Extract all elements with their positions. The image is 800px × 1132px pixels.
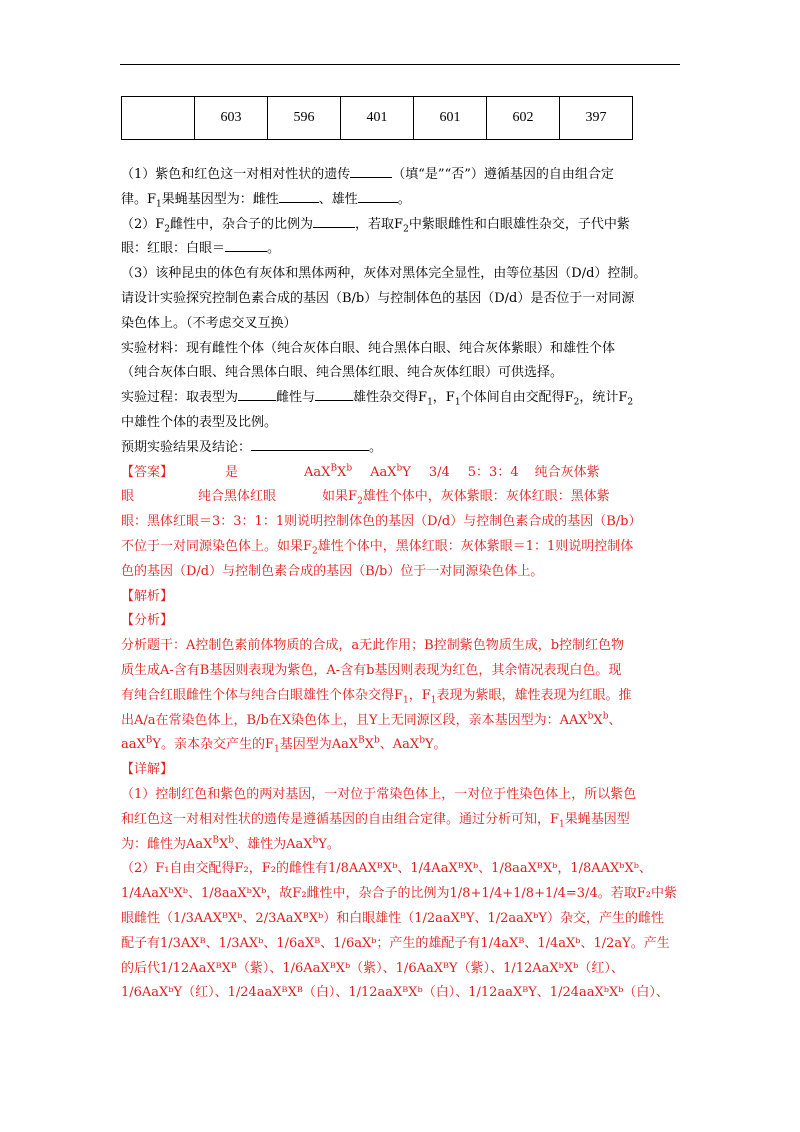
q2-text: 眼：红眼：白眼＝ [121, 241, 226, 257]
top-rule [120, 64, 680, 65]
answer-text: 雄性个体中，黑体红眼：灰体紫眼＝1：1则说明控制体 [317, 538, 634, 554]
q3-line: （3）该种昆虫的体色有灰体和黑体两种，灰体对黑体完全显性，由等位基因（D/d）控制。 [121, 266, 647, 282]
xiangjie-tag: 【详解】 [121, 762, 174, 778]
subscript: 2 [357, 496, 363, 507]
q2-text: 。 [267, 241, 281, 257]
subscript: 1 [454, 397, 461, 408]
q1-text: 果蝇基因型为：雌性 [161, 191, 279, 207]
answer-blank [358, 190, 398, 203]
q3-procedure [121, 386, 683, 411]
q1-text: （1）紫色和红色这一对相对性状的遗传 [121, 167, 351, 182]
answer-value: 是 [225, 464, 239, 480]
subscript: 2 [164, 224, 171, 235]
answer-blank [279, 190, 319, 203]
q2-text: 雌性中，杂合子的比例为 [170, 216, 314, 232]
table-cell: 397 [560, 97, 633, 140]
question-2 [121, 213, 683, 238]
xiangjie-line: 1/4AaXᵇXᵇ、1/8aaXᵇXᵇ，故F₂雌性中，杂合子的比例为1/8+1/4+1/8+1/4=3/4。若取F₂中紫 [121, 886, 677, 902]
table-cell: 401 [341, 97, 414, 140]
q3-text: 雄性杂交得F [353, 390, 428, 406]
subscript: 1 [156, 199, 162, 210]
answer-line [121, 461, 683, 486]
answer-line [121, 485, 683, 510]
answer-blank [238, 388, 276, 401]
q2-text: 中紫眼雌性和白眼雄性杂交，子代中紫 [408, 216, 630, 232]
q3-text: ，F [432, 390, 455, 406]
q1-text: 。 [397, 191, 411, 207]
fenxi-line: 有纯合红眼雌性个体与纯合白眼雄性个体杂交得$F_1$，$F_1$表现为紫眼，雄性表现为红眼。推 [121, 687, 632, 706]
answer-blank [350, 165, 392, 178]
q1-text: 、雄性 [318, 191, 358, 207]
q3-line: （纯合灰体白眼、纯合黑体白眼、纯合黑体红眼、纯合灰体红眼）可供选择。 [121, 365, 564, 381]
answer-value: $AaX^BX^b$ [304, 463, 353, 480]
xiangjie-line: 眼雌性（1/3AAXᴮXᵇ、2/3AaXᴮXᵇ）和白眼雄性（1/2aaXᴮY、1/2aaXᵇY）杂交，产生的雌性 [121, 910, 664, 926]
subscript: 2 [403, 224, 409, 235]
q3-text: 预期实验结果及结论： [121, 439, 252, 455]
xiangjie-line: （2）F₁自由交配得F₂，F₂的雌性有1/8AAXᴮXᵇ、1/4AaXᴮXᵇ、1/8aaXᴮXᵇ，1/8AAXᵇXᵇ、 [121, 861, 652, 877]
q2-text: ，若取F [355, 216, 404, 232]
answer-value: 纯合灰体紫 [534, 464, 600, 480]
data-table [121, 96, 633, 140]
answer-value: 5：3：4 [467, 464, 519, 480]
q3-line: 请设计实验探究控制色素合成的基因（B/b）与控制体色的基因（D/d）是否位于一对同源 [121, 290, 635, 306]
q3-expected [121, 436, 683, 461]
answer-blank [225, 239, 267, 252]
table-cell: 601 [414, 97, 487, 140]
q3-line: 中雄性个体的表型及比例。 [121, 414, 278, 430]
q2-text: （2）F [121, 216, 165, 232]
xiangjie-line: 为：雌性为$AaX^BX^b$、雄性为AaX$^b$Y。 [121, 835, 340, 852]
answer-value: 纯合黑体红眼 [198, 489, 277, 505]
table-cell [122, 97, 195, 140]
subscript: 1 [427, 397, 433, 408]
q3-text: 雌性与 [276, 390, 316, 406]
table-cell: 602 [487, 97, 560, 140]
fenxi-line: 出A/a在常染色体上，B/b在X染色体上，且Y上无同源区段，亲本基因型为：$AAX^bX^b$、 [121, 711, 622, 728]
answer-blank [251, 438, 369, 451]
question-2-cont [121, 237, 683, 262]
answer-line [121, 535, 683, 560]
xiangjie-line: 和红色这一对相对性状的遗传是遵循基因的自由组合定律。通过分析可知，$F_1$果蝇基因型 [121, 811, 630, 830]
q3-line: 实验材料：现有雌性个体（纯合灰体白眼、纯合黑体白眼、纯合灰体紫眼）和雄性个体 [121, 340, 616, 356]
answer-text: 不位于一对同源染色体上。如果F [121, 538, 313, 554]
q1-text: 律。F [121, 191, 157, 207]
answer-blank [315, 388, 353, 401]
answer-text: 如果F [322, 489, 358, 505]
answer-value: 眼 [121, 489, 135, 505]
answer-section [121, 461, 683, 1007]
q3-text: ，统计F [579, 390, 628, 406]
xiangjie-line: （1）控制红色和紫色的两对基因，一对位于常染色体上，一对位于性染色体上，所以紫色 [121, 786, 637, 802]
q1-text: （填“是”“否”）遵循基因的自由组合定 [392, 167, 614, 182]
table-cell: 603 [195, 97, 268, 140]
answer-tag: 【答案】 [121, 464, 174, 480]
answer-value: AaX$^b$Y [370, 463, 411, 480]
q3-text: 个体间自由交配得F [460, 390, 574, 406]
xiangjie-line: 配子有1/3AXᴮ、1/3AXᵇ、1/6aXᴮ、1/6aXᵇ；产生的雄配子有1/4aXᴮ、1/4aXᵇ、1/2aY。产生 [121, 935, 670, 951]
fenxi-line: aaX$^B$Y。亲本杂交产生的$F_1$基因型为$AaX^BX^b$、AaX$^b$Y。 [121, 736, 447, 755]
subscript: 2 [312, 546, 318, 557]
fenxi-tag: 【分析】 [121, 613, 174, 629]
q3-text: 实验过程：取表型为 [121, 390, 239, 406]
xiangjie-line: 1/6AaXᵇY（红）、1/24aaXᴮXᴮ（白）、1/12aaXᴮXᵇ（白）、1/12aaXᴮY、1/24aaXᵇXᵇ（白）、 [121, 985, 669, 1001]
q3-text: 。 [369, 439, 383, 455]
answer-text: 雄性个体中，灰体紫眼：灰体红眼：黑体紫 [362, 489, 610, 505]
q3-line: 染色体上。（不考虑交叉互换） [121, 315, 297, 331]
table-cell: 596 [268, 97, 341, 140]
answer-value: 3/4 [428, 464, 450, 480]
document-body [121, 163, 683, 1006]
answer-line: 眼：黑体红眼＝3：3：1：1则说明控制体色的基因（D/d）与控制色素合成的基因（B/b） [121, 514, 642, 530]
analysis-tag: 【解析】 [121, 588, 174, 604]
subscript: 2 [627, 397, 634, 408]
question-1 [121, 163, 683, 188]
fenxi-line: 分析题干：A控制色素前体物质的合成，a无此作用；B控制紫色物质生成，b控制红色物 [121, 638, 625, 654]
xiangjie-line: 的后代1/12AaXᴮXᴮ（紫）、1/6AaXᴮXᵇ（紫）、1/6AaXᴮY（紫）、1/12AaXᵇXᵇ（红）、 [121, 960, 624, 976]
subscript: 2 [573, 397, 580, 408]
fenxi-line: 质生成A-含有B基因则表现为紫色，A-含有b基因则表现为红色，其余情况表现白色。现 [121, 662, 622, 678]
table-row [122, 97, 633, 140]
answer-blank [313, 215, 355, 228]
question-1-cont [121, 188, 683, 213]
answer-line: 色的基因（D/d）与控制色素合成的基因（B/b）位于一对同源染色体上。 [121, 563, 544, 579]
